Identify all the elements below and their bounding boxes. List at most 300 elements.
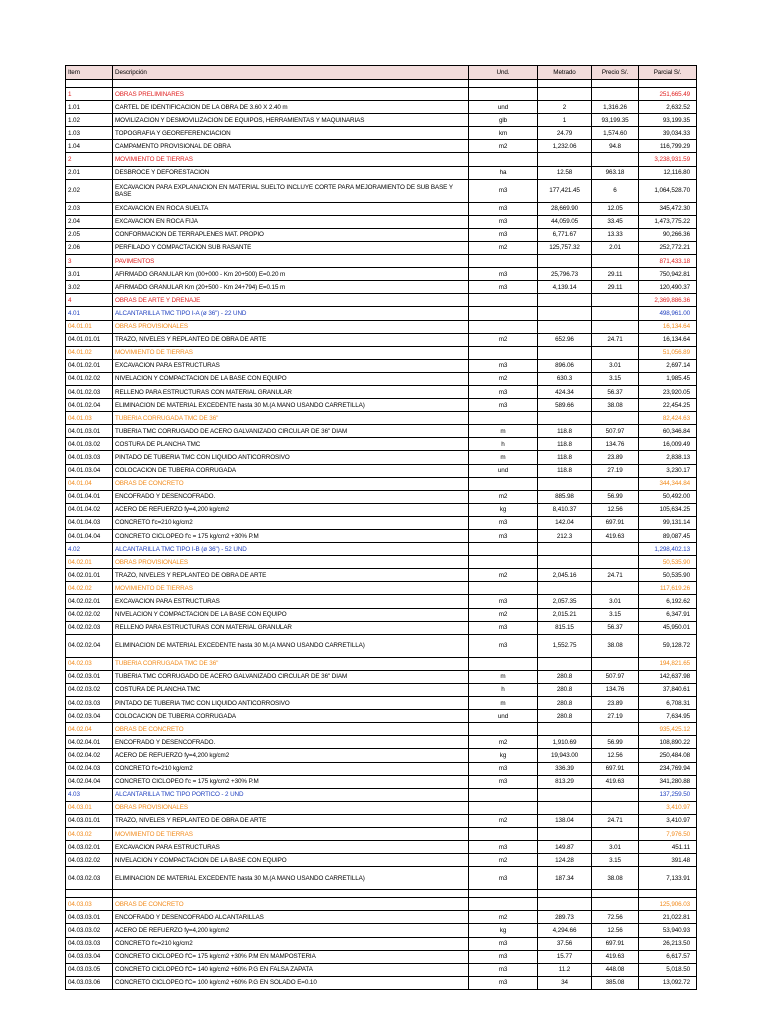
cell-description: OBRAS DE CONCRETO <box>113 898 469 911</box>
cell-metrado: 118.8 <box>538 451 592 464</box>
cell-metrado <box>538 294 592 307</box>
subsection-row <box>66 543 697 556</box>
cell-description: TRAZO, NIVELES Y REPLANTEO DE OBRA DE ARTE <box>113 333 469 346</box>
item-row <box>66 359 697 372</box>
item-row <box>66 140 697 153</box>
cell-metrado: 187.34 <box>538 867 592 890</box>
cell-unit: h <box>469 683 538 696</box>
cell-description: EXCAVACION EN ROCA SUELTA <box>113 202 469 215</box>
cell-metrado: 815.15 <box>538 621 592 634</box>
cell-unit: h <box>469 438 538 451</box>
cell-partial: 108,890.22 <box>639 736 697 749</box>
cell-item: 04.03.02.03 <box>66 867 113 890</box>
cell-price: 134.76 <box>592 438 639 451</box>
cell-metrado: 212.3 <box>538 530 592 543</box>
cell-partial: 89,087.45 <box>639 530 697 543</box>
cell-price <box>592 657 639 670</box>
cell-metrado: 118.8 <box>538 425 592 438</box>
item-row <box>66 697 697 710</box>
cell-metrado: 118.8 <box>538 438 592 451</box>
item-row <box>66 762 697 775</box>
item-row <box>66 814 697 827</box>
cell-partial: 45,950.01 <box>639 621 697 634</box>
cell-item: 04.01.04.01 <box>66 490 113 503</box>
cell-item: 3.01 <box>66 268 113 281</box>
header-description: Descripción <box>113 66 469 80</box>
cell-partial: 6,192.62 <box>639 595 697 608</box>
cell-partial: 39,034.33 <box>639 127 697 140</box>
cell-unit: m <box>469 670 538 683</box>
cell-partial: 451.11 <box>639 841 697 854</box>
cell-description: ALCANTARILLA TMC TIPO I-B (ø 36") - 52 UND <box>113 543 469 556</box>
cell-partial: 105,634.25 <box>639 503 697 516</box>
cell-price: 963.18 <box>592 166 639 179</box>
cell-metrado <box>538 788 592 801</box>
cell-description: TUBERIA TMC CORRUGADO DE ACERO GALVANIZADO CIRCULAR DE 36" DIAM <box>113 425 469 438</box>
cell-metrado: 813.29 <box>538 775 592 788</box>
cell-metrado: 15.77 <box>538 950 592 963</box>
cell-item: 04.01.04.04 <box>66 530 113 543</box>
cell-description: TRAZO, NIVELES Y REPLANTEO DE OBRA DE ARTE <box>113 569 469 582</box>
cell-unit: m3 <box>469 950 538 963</box>
cell-unit: m3 <box>469 359 538 372</box>
cell-unit: m2 <box>469 333 538 346</box>
cell-unit: m3 <box>469 841 538 854</box>
cell-metrado <box>538 543 592 556</box>
cell-partial: 2,697.14 <box>639 359 697 372</box>
cell-unit: kg <box>469 749 538 762</box>
cell-partial: 935,425.12 <box>639 723 697 736</box>
cell-price <box>592 898 639 911</box>
cell-unit <box>469 801 538 814</box>
cell-item: 04.02.03 <box>66 657 113 670</box>
cell-metrado <box>538 153 592 166</box>
item-row <box>66 516 697 529</box>
cell-description: RELLENO PARA ESTRUCTURAS CON MATERIAL GRANULAR <box>113 385 469 398</box>
cell-price <box>592 153 639 166</box>
cell-unit: m2 <box>469 569 538 582</box>
cell-price <box>592 801 639 814</box>
cell-price <box>592 412 639 425</box>
cell-item: 1.03 <box>66 127 113 140</box>
cell-price: 29.11 <box>592 281 639 294</box>
cell-metrado: 177,421.45 <box>538 179 592 202</box>
cell-description: NIVELACION Y COMPACTACION DE LA BASE CON EQUIPO <box>113 372 469 385</box>
cell-description: COSTURA DE PLANCHA TMC <box>113 683 469 696</box>
section-row <box>66 255 697 268</box>
cell-item: 04.02.04.01 <box>66 736 113 749</box>
item-row <box>66 775 697 788</box>
cell-item: 04.02.01 <box>66 556 113 569</box>
cell-unit: m2 <box>469 854 538 867</box>
item-row <box>66 841 697 854</box>
item-row <box>66 503 697 516</box>
spacer-row <box>66 890 697 898</box>
group-row <box>66 723 697 736</box>
cell-partial: 498,961.00 <box>639 307 697 320</box>
cell-partial: 871,433.18 <box>639 255 697 268</box>
cell-partial: 125,906.03 <box>639 898 697 911</box>
cell-partial: 7,634.95 <box>639 710 697 723</box>
cell-item: 04.02.02.02 <box>66 608 113 621</box>
cell-description: AFIRMADO GRANULAR Km (00+000 - Km 20+500) E=0.20 m <box>113 268 469 281</box>
cell-description: ALCANTARILLA TMC TIPO I-A (ø 36") - 22 UND <box>113 307 469 320</box>
cell-partial: 251,665.49 <box>639 88 697 101</box>
cell-item: 04.03.03.06 <box>66 976 113 989</box>
cell-metrado <box>538 582 592 595</box>
item-row <box>66 621 697 634</box>
cell-partial: 22,454.25 <box>639 399 697 412</box>
cell-price: 419.63 <box>592 950 639 963</box>
cell-unit <box>469 582 538 595</box>
cell-partial: 1,298,402.13 <box>639 543 697 556</box>
cell-item: 04.03.03.04 <box>66 950 113 963</box>
cell-description: PINTADO DE TUBERIA TMC CON LIQUIDO ANTICORROSIVO <box>113 451 469 464</box>
cell-item: 3.02 <box>66 281 113 294</box>
cell-partial: 234,769.94 <box>639 762 697 775</box>
cell-item: 3 <box>66 255 113 268</box>
cell-price <box>592 320 639 333</box>
cell-partial: 16,134.64 <box>639 333 697 346</box>
cell-unit: km <box>469 127 538 140</box>
header-partial: Parcial S/. <box>639 66 697 80</box>
cell-item: 04.03.03.02 <box>66 924 113 937</box>
cell-metrado: 280.8 <box>538 670 592 683</box>
cell-item: 04.03.02 <box>66 827 113 840</box>
cell-partial: 7,976.50 <box>639 827 697 840</box>
cell-item: 04.03.03.03 <box>66 937 113 950</box>
cell-price <box>592 294 639 307</box>
cell-item: 4.02 <box>66 543 113 556</box>
cell-price: 12.05 <box>592 202 639 215</box>
item-row <box>66 937 697 950</box>
cell-partial: 344,344.84 <box>639 477 697 490</box>
cell-item: 04.01.02.03 <box>66 385 113 398</box>
cell-metrado: 12.58 <box>538 166 592 179</box>
cell-partial: 116,799.29 <box>639 140 697 153</box>
cell-metrado: 125,757.32 <box>538 241 592 254</box>
item-row <box>66 438 697 451</box>
item-row <box>66 911 697 924</box>
section-row <box>66 153 697 166</box>
cell-price: 419.63 <box>592 530 639 543</box>
cell-item: 1 <box>66 88 113 101</box>
cell-price: 3.15 <box>592 854 639 867</box>
cell-partial: 750,942.81 <box>639 268 697 281</box>
cell-price: 385.08 <box>592 976 639 989</box>
cell-description: OBRAS PROVISIONALES <box>113 556 469 569</box>
item-row <box>66 854 697 867</box>
cell-unit: m3 <box>469 228 538 241</box>
cell-unit <box>469 153 538 166</box>
cell-unit: m <box>469 451 538 464</box>
section-row <box>66 294 697 307</box>
cell-metrado: 4,139.14 <box>538 281 592 294</box>
cell-price <box>592 307 639 320</box>
cell-item: 4.03 <box>66 788 113 801</box>
group-row <box>66 412 697 425</box>
cell-price: 3.15 <box>592 372 639 385</box>
spacer-row <box>66 80 697 88</box>
cell-item: 04.02.02.01 <box>66 595 113 608</box>
cell-unit <box>469 543 538 556</box>
group-row <box>66 582 697 595</box>
cell-description: OBRAS PRELIMINARES <box>113 88 469 101</box>
item-row <box>66 101 697 114</box>
cell-item: 04.03.01 <box>66 801 113 814</box>
cell-item: 04.02.03.03 <box>66 697 113 710</box>
cell-partial: 341,280.88 <box>639 775 697 788</box>
cell-price: 38.08 <box>592 399 639 412</box>
cell-unit: m3 <box>469 963 538 976</box>
cell-description: ELIMINACION DE MATERIAL EXCEDENTE hasta 30 M.(A MANO USANDO CARRETILLA) <box>113 399 469 412</box>
cell-description: ELIMINACION DE MATERIAL EXCEDENTE hasta 30 M.(A MANO USANDO CARRETILLA) <box>113 867 469 890</box>
cell-unit <box>469 477 538 490</box>
cell-partial: 3,238,931.59 <box>639 153 697 166</box>
cell-description: COSTURA DE PLANCHA TMC <box>113 438 469 451</box>
cell-unit <box>469 320 538 333</box>
cell-unit <box>469 307 538 320</box>
cell-unit: m3 <box>469 385 538 398</box>
cell-item: 04.02.02.04 <box>66 634 113 657</box>
cell-price: 1,316.26 <box>592 101 639 114</box>
cell-item: 04.03.02.02 <box>66 854 113 867</box>
cell-item: 04.01.03 <box>66 412 113 425</box>
cell-description: MOVIMIENTO DE TIERRAS <box>113 827 469 840</box>
item-row <box>66 749 697 762</box>
cell-price: 72.56 <box>592 911 639 924</box>
cell-description: PAVIMENTOS <box>113 255 469 268</box>
cell-item: 04.01.02.04 <box>66 399 113 412</box>
cell-description: PINTADO DE TUBERIA TMC CON LIQUIDO ANTICORROSIVO <box>113 697 469 710</box>
cell-unit: m3 <box>469 179 538 202</box>
cell-metrado: 138.04 <box>538 814 592 827</box>
cell-metrado: 280.8 <box>538 697 592 710</box>
cell-item: 04.01.04.03 <box>66 516 113 529</box>
header-price: Precio S/. <box>592 66 639 80</box>
cell-partial: 50,492.00 <box>639 490 697 503</box>
group-row <box>66 898 697 911</box>
budget-table <box>65 65 697 990</box>
cell-item: 2.04 <box>66 215 113 228</box>
cell-unit <box>469 890 538 898</box>
cell-unit: m3 <box>469 634 538 657</box>
item-row <box>66 736 697 749</box>
cell-partial: 194,821.65 <box>639 657 697 670</box>
cell-metrado: 11.2 <box>538 963 592 976</box>
cell-price: 56.99 <box>592 490 639 503</box>
cell-unit: m3 <box>469 762 538 775</box>
cell-unit: und <box>469 101 538 114</box>
subsection-row <box>66 788 697 801</box>
cell-description: ENCOFRADO Y DESENCOFRADO ALCANTARILLAS <box>113 911 469 924</box>
cell-unit <box>469 898 538 911</box>
cell-unit: m3 <box>469 621 538 634</box>
cell-item: 2.06 <box>66 241 113 254</box>
cell-unit: m2 <box>469 241 538 254</box>
cell-metrado: 424.34 <box>538 385 592 398</box>
cell-item: 04.01.02.02 <box>66 372 113 385</box>
cell-item: 2 <box>66 153 113 166</box>
item-row <box>66 530 697 543</box>
cell-description: CONCRETO CICLOPEO f'C= 140 kg/cm2 +60% P.G EN FALSA ZAPATA <box>113 963 469 976</box>
cell-partial: 391.48 <box>639 854 697 867</box>
cell-metrado: 25,796.73 <box>538 268 592 281</box>
cell-item: 04.01.01.01 <box>66 333 113 346</box>
item-row <box>66 179 697 202</box>
cell-description: ACERO DE REFUERZO fy=4,200 kg/cm2 <box>113 749 469 762</box>
cell-metrado: 280.8 <box>538 683 592 696</box>
cell-unit <box>469 88 538 101</box>
cell-description <box>113 80 469 88</box>
cell-item: 1.04 <box>66 140 113 153</box>
section-row <box>66 88 697 101</box>
cell-partial: 1,064,528.70 <box>639 179 697 202</box>
cell-unit: m2 <box>469 814 538 827</box>
cell-metrado: 1,910.69 <box>538 736 592 749</box>
cell-description: CONCRETO f'c=210 kg/cm2 <box>113 516 469 529</box>
cell-description: CONCRETO f'c=210 kg/cm2 <box>113 762 469 775</box>
cell-price <box>592 255 639 268</box>
cell-description: ENCOFRADO Y DESENCOFRADO. <box>113 490 469 503</box>
item-row <box>66 166 697 179</box>
cell-metrado <box>538 88 592 101</box>
cell-item: 04.03.01.01 <box>66 814 113 827</box>
cell-price: 33.45 <box>592 215 639 228</box>
item-row <box>66 608 697 621</box>
item-row <box>66 569 697 582</box>
cell-description: NIVELACION Y COMPACTACION DE LA BASE CON EQUIPO <box>113 854 469 867</box>
cell-item: 2.01 <box>66 166 113 179</box>
cell-metrado: 44,059.05 <box>538 215 592 228</box>
cell-unit: m <box>469 697 538 710</box>
cell-unit: und <box>469 464 538 477</box>
cell-unit: m3 <box>469 516 538 529</box>
cell-description: NIVELACION Y COMPACTACION DE LA BASE CON EQUIPO <box>113 608 469 621</box>
cell-price: 12.56 <box>592 503 639 516</box>
cell-item: 04.02.03.02 <box>66 683 113 696</box>
cell-description: TRAZO, NIVELES Y REPLANTEO DE OBRA DE ARTE <box>113 814 469 827</box>
cell-metrado: 289.73 <box>538 911 592 924</box>
cell-partial: 16,134.64 <box>639 320 697 333</box>
cell-partial: 345,472.30 <box>639 202 697 215</box>
cell-unit: m3 <box>469 268 538 281</box>
cell-description: CONCRETO CICLOPEO f'c = 175 kg/cm2 +30% P.M <box>113 775 469 788</box>
cell-partial <box>639 80 697 88</box>
cell-item: 04.02.03.04 <box>66 710 113 723</box>
cell-item: 04.02.04 <box>66 723 113 736</box>
cell-unit <box>469 294 538 307</box>
item-row <box>66 425 697 438</box>
cell-partial: 59,128.72 <box>639 634 697 657</box>
cell-partial: 26,213.50 <box>639 937 697 950</box>
cell-partial: 12,116.80 <box>639 166 697 179</box>
cell-price: 56.99 <box>592 736 639 749</box>
cell-unit <box>469 788 538 801</box>
cell-price: 23.89 <box>592 697 639 710</box>
cell-description: TOPOGRAFIA Y GEOREFERENCIACION <box>113 127 469 140</box>
cell-partial: 37,840.61 <box>639 683 697 696</box>
cell-price: 507.97 <box>592 425 639 438</box>
cell-unit: m3 <box>469 202 538 215</box>
cell-price: 419.63 <box>592 775 639 788</box>
cell-description: COLOCACION DE TUBERIA CORRUGADA <box>113 464 469 477</box>
cell-description: ALCANTARILLA TMC TIPO PORTICO - 2 UND <box>113 788 469 801</box>
cell-item: 4 <box>66 294 113 307</box>
cell-metrado <box>538 556 592 569</box>
cell-metrado <box>538 723 592 736</box>
cell-item: 04.01.02 <box>66 346 113 359</box>
cell-description: EXCAVACION PARA ESTRUCTURAS <box>113 595 469 608</box>
cell-price <box>592 890 639 898</box>
cell-unit: m3 <box>469 937 538 950</box>
cell-metrado <box>538 477 592 490</box>
cell-unit: m <box>469 425 538 438</box>
cell-partial: 21,022.81 <box>639 911 697 924</box>
cell-unit: m2 <box>469 608 538 621</box>
cell-unit <box>469 412 538 425</box>
cell-partial: 51,056.89 <box>639 346 697 359</box>
cell-metrado: 24.79 <box>538 127 592 140</box>
cell-partial: 3,410.97 <box>639 801 697 814</box>
cell-unit: m3 <box>469 595 538 608</box>
cell-partial: 7,133.91 <box>639 867 697 890</box>
cell-partial <box>639 890 697 898</box>
cell-description: ACERO DE REFUERZO fy=4,200 kg/cm2 <box>113 503 469 516</box>
cell-partial: 2,838.13 <box>639 451 697 464</box>
cell-unit: m3 <box>469 775 538 788</box>
cell-item: 1.01 <box>66 101 113 114</box>
cell-price: 56.37 <box>592 385 639 398</box>
cell-partial: 16,009.49 <box>639 438 697 451</box>
item-row <box>66 976 697 989</box>
cell-partial: 120,490.37 <box>639 281 697 294</box>
cell-item: 04.01.02.01 <box>66 359 113 372</box>
cell-partial: 50,535.90 <box>639 556 697 569</box>
cell-description: COLOCACION DE TUBERIA CORRUGADA <box>113 710 469 723</box>
cell-price: 3.01 <box>592 359 639 372</box>
cell-unit <box>469 657 538 670</box>
item-row <box>66 333 697 346</box>
cell-metrado <box>538 827 592 840</box>
cell-partial: 252,772.21 <box>639 241 697 254</box>
item-row <box>66 399 697 412</box>
item-row <box>66 268 697 281</box>
cell-price: 6 <box>592 179 639 202</box>
cell-partial: 137,259.50 <box>639 788 697 801</box>
cell-description: CONCRETO CICLOPEO f'C= 100 kg/cm2 +60% P.G EN SOLADO E=0.10 <box>113 976 469 989</box>
cell-item: 04.01.01 <box>66 320 113 333</box>
cell-price: 12.56 <box>592 924 639 937</box>
header-metrado: Metrado <box>538 66 592 80</box>
cell-unit: m2 <box>469 490 538 503</box>
cell-metrado: 149.87 <box>538 841 592 854</box>
cell-metrado: 1,552.75 <box>538 634 592 657</box>
cell-partial: 60,346.84 <box>639 425 697 438</box>
cell-description: EXCAVACION PARA ESTRUCTURAS <box>113 359 469 372</box>
cell-description: CONCRETO f'c=210 kg/cm2 <box>113 937 469 950</box>
item-row <box>66 490 697 503</box>
item-row <box>66 683 697 696</box>
cell-metrado <box>538 890 592 898</box>
cell-partial: 6,617.57 <box>639 950 697 963</box>
cell-item: 04.02.04.04 <box>66 775 113 788</box>
cell-metrado: 6,771.67 <box>538 228 592 241</box>
cell-price <box>592 346 639 359</box>
cell-metrado: 2,045.16 <box>538 569 592 582</box>
cell-partial: 1,473,775.22 <box>639 215 697 228</box>
cell-unit: glb <box>469 114 538 127</box>
